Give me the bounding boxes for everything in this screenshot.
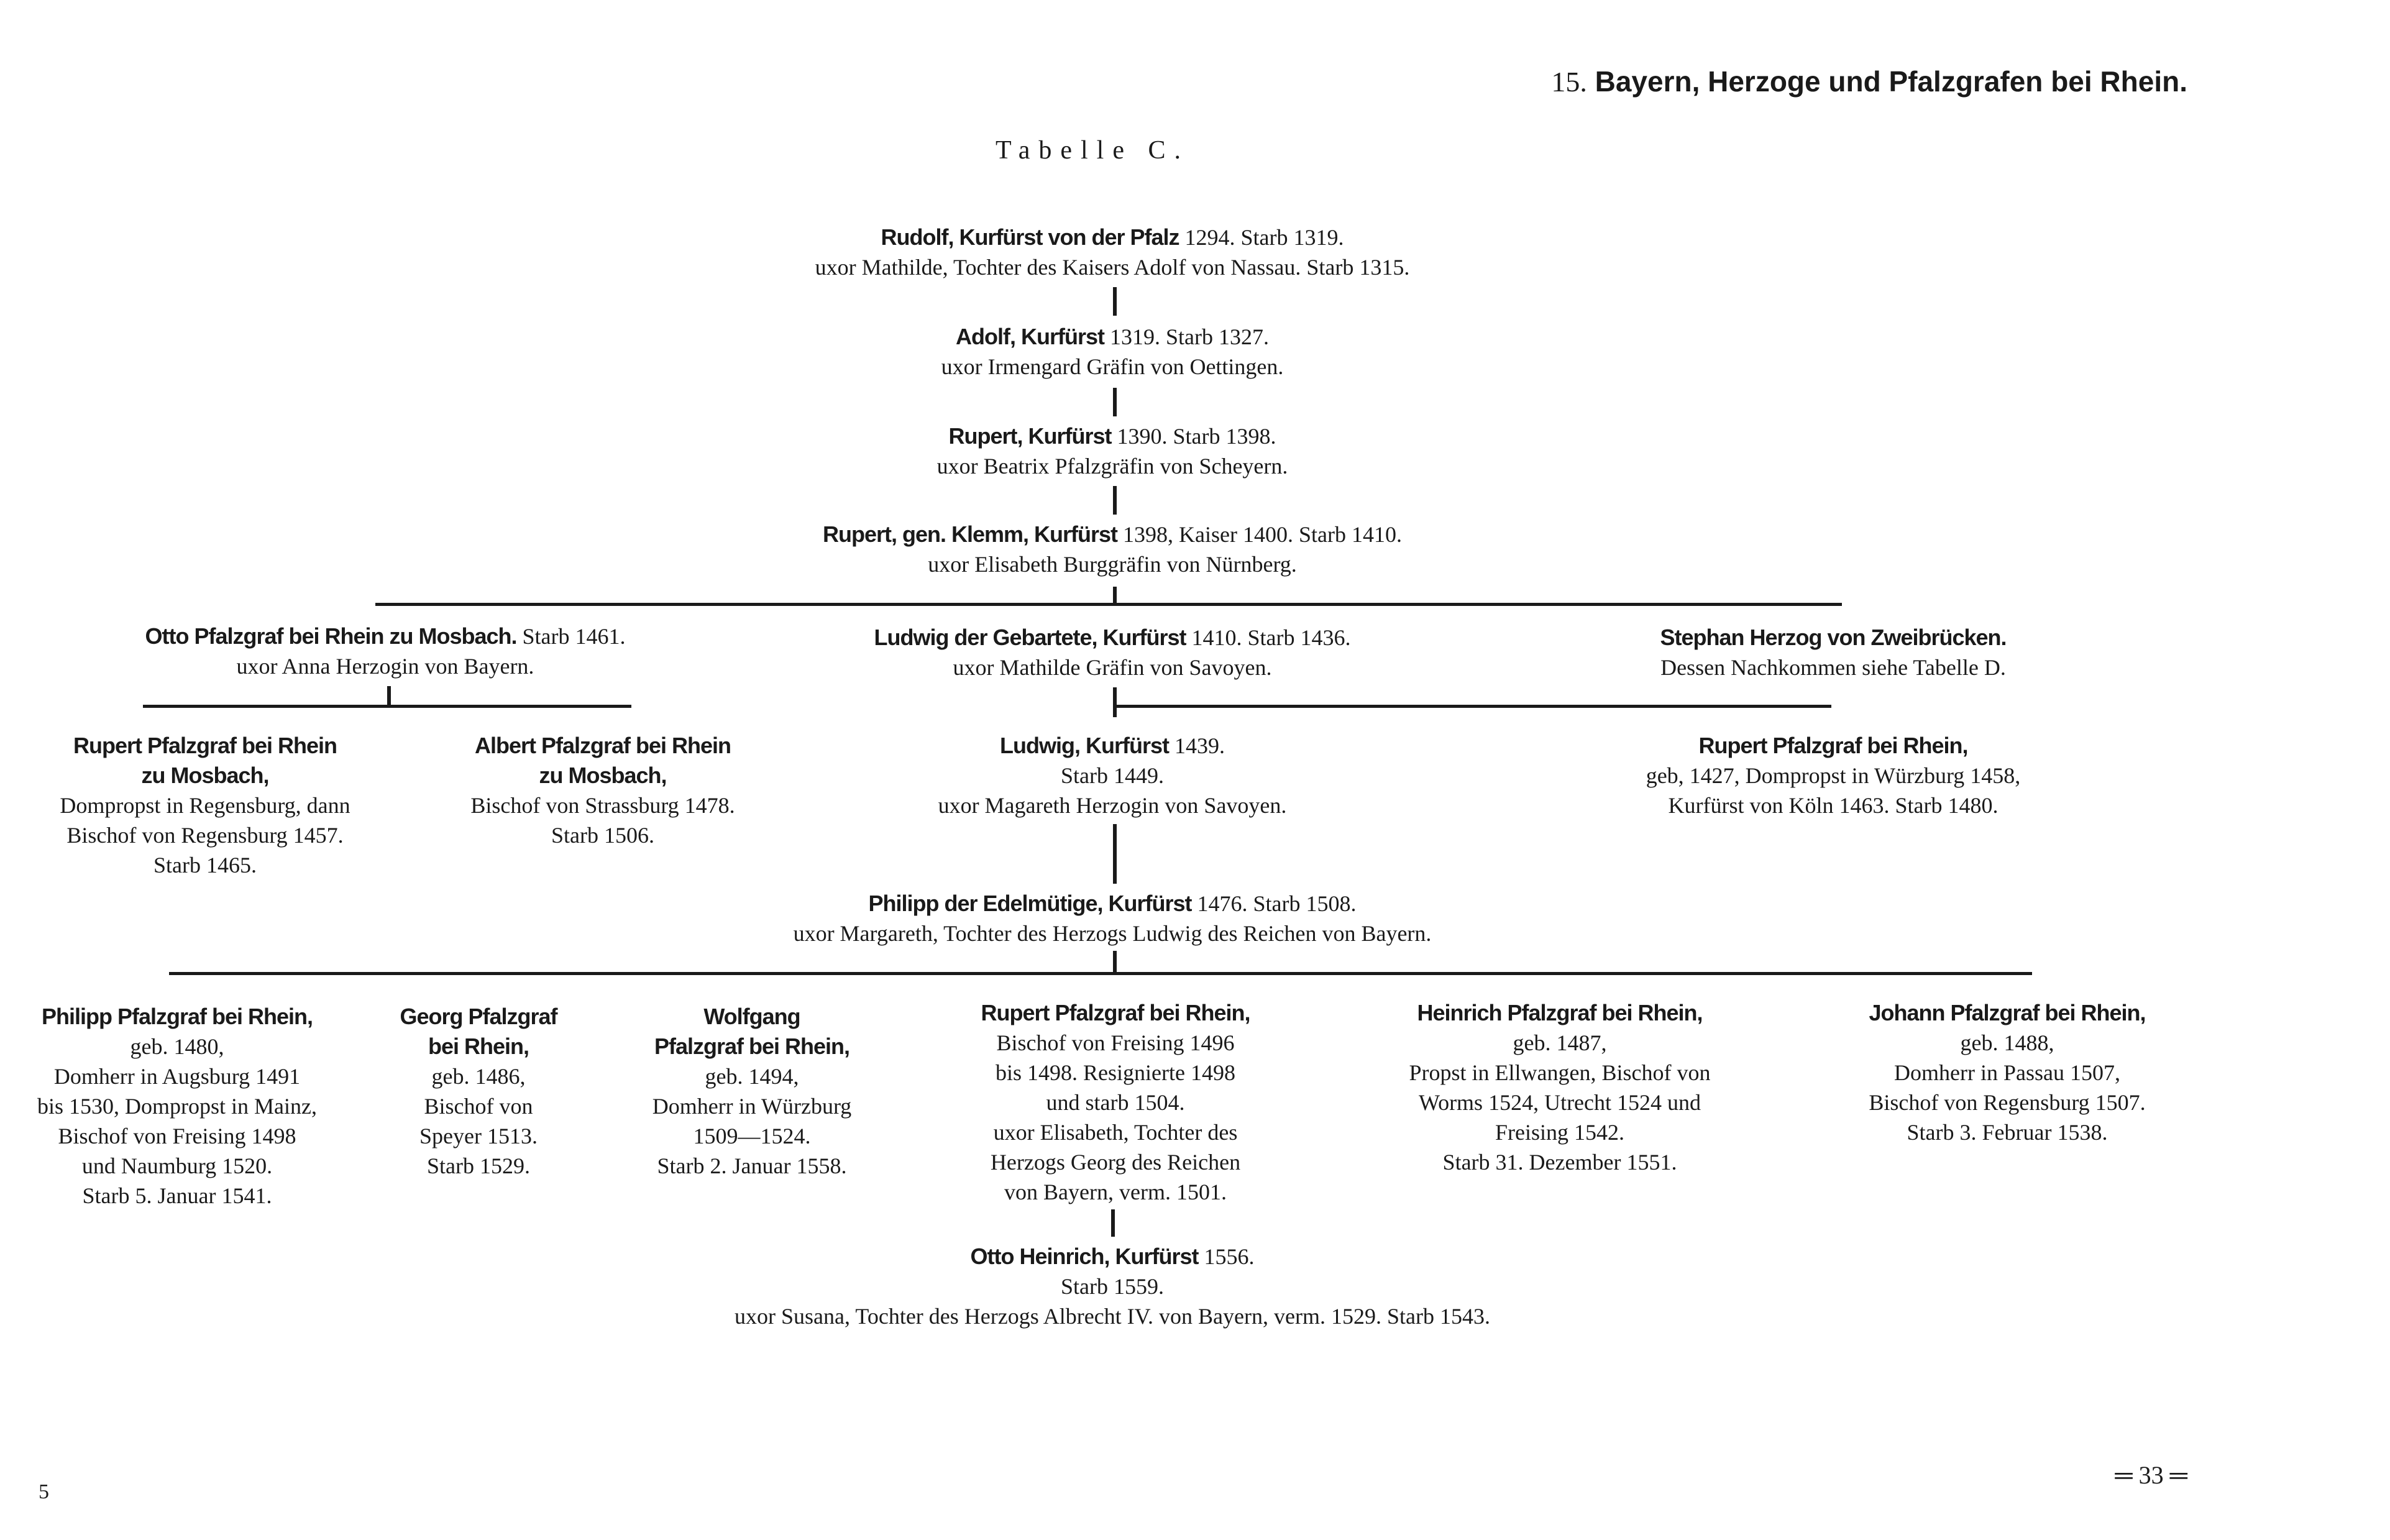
person-philipp-edelmuetige bbox=[621, 889, 1603, 948]
person-heinrich bbox=[1342, 998, 1777, 1177]
person-rudolf bbox=[621, 222, 1603, 282]
person-name-cont: Pfalzgraf bei Rhein, bbox=[654, 1034, 850, 1059]
person-detail: und Naumburg 1520. bbox=[81, 1153, 273, 1178]
person-detail: Domherr in Passau 1507, bbox=[1894, 1060, 2120, 1085]
person-dates: 1556. bbox=[1198, 1244, 1255, 1269]
person-rupert-1390 bbox=[746, 421, 1479, 481]
person-spouse: von Bayern, verm. 1501. bbox=[1004, 1180, 1227, 1204]
person-detail: geb. 1480, bbox=[130, 1034, 224, 1059]
person-spouse: Herzogs Georg des Reichen bbox=[990, 1150, 1241, 1175]
person-rupert-freising bbox=[932, 998, 1299, 1207]
person-detail: geb. 1486, bbox=[431, 1064, 526, 1089]
person-dates: 1476. Starb 1508. bbox=[1191, 891, 1357, 916]
connector-line bbox=[1113, 388, 1117, 416]
person-name: Rudolf, Kurfürst von der Pfalz bbox=[881, 224, 1179, 250]
person-otto-mosbach bbox=[50, 621, 721, 681]
person-name: Stephan Herzog von Zweibrücken. bbox=[1660, 625, 2007, 650]
person-detail: Bischof von Strassburg 1478. bbox=[470, 793, 735, 818]
connector-line bbox=[1113, 687, 1117, 717]
person-ludwig-1439 bbox=[864, 731, 1361, 820]
person-spouse: uxor Magareth Herzogin von Savoyen. bbox=[938, 793, 1287, 818]
person-detail: bis 1498. Resignierte 1498 bbox=[996, 1060, 1235, 1085]
person-name: Heinrich Pfalzgraf bei Rhein, bbox=[1417, 1000, 1703, 1025]
connector-line bbox=[1113, 951, 1117, 974]
person-dates: 1319. Starb 1327. bbox=[1104, 324, 1269, 349]
person-name: Otto Pfalzgraf bei Rhein zu Mosbach. bbox=[145, 623, 517, 649]
person-ludwig-gebartete bbox=[777, 623, 1448, 682]
person-detail: Dompropst in Regensburg, dann bbox=[60, 793, 350, 818]
connector-line bbox=[1113, 287, 1117, 316]
person-detail: 1509—1524. bbox=[693, 1124, 811, 1148]
person-name: Philipp der Edelmütige, Kurfürst bbox=[868, 891, 1192, 916]
chapter-number: 15. bbox=[1551, 66, 1587, 98]
person-johann bbox=[1815, 998, 2200, 1147]
sibling-bar bbox=[1113, 705, 1831, 708]
person-detail: Worms 1524, Utrecht 1524 und bbox=[1418, 1090, 1701, 1115]
person-spouse: uxor Irmengard Gräfin von Oettingen. bbox=[941, 354, 1284, 379]
person-dates: Starb 1461. bbox=[516, 624, 626, 649]
person-spouse: uxor Mathilde Gräfin von Savoyen. bbox=[953, 655, 1272, 680]
person-spouse: uxor Mathilde, Tochter des Kaisers Adolf von Nassau. Starb 1315. bbox=[815, 255, 1410, 280]
person-spouse: uxor Elisabeth Burggräfin von Nürnberg. bbox=[928, 552, 1297, 577]
person-death: Starb 1529. bbox=[427, 1153, 530, 1178]
person-stephan bbox=[1529, 623, 2138, 682]
person-name: Rupert, Kurfürst bbox=[948, 423, 1112, 449]
person-spouse: uxor Anna Herzogin von Bayern. bbox=[236, 654, 534, 679]
connector-line bbox=[387, 686, 391, 706]
person-rupert-klemm bbox=[684, 520, 1541, 579]
signature-mark: 5 bbox=[39, 1480, 49, 1503]
person-detail: Bischof von Regensburg 1457. bbox=[66, 823, 344, 848]
person-detail: und starb 1504. bbox=[1046, 1090, 1185, 1115]
chapter-title: Bayern, Herzoge und Pfalzgrafen bei Rhein. bbox=[1595, 65, 2187, 98]
person-rupert-koeln bbox=[1541, 731, 2125, 820]
person-detail: geb. 1494, bbox=[705, 1064, 799, 1089]
person-death: Starb 1465. bbox=[153, 853, 257, 878]
person-name: Ludwig, Kurfürst bbox=[1000, 733, 1169, 758]
person-name: Ludwig der Gebartete, Kurfürst bbox=[874, 625, 1186, 650]
person-detail: Kurfürst von Köln 1463. Starb 1480. bbox=[1668, 793, 1999, 818]
person-name: Rupert Pfalzgraf bei Rhein, bbox=[981, 1000, 1250, 1025]
connector-line bbox=[1111, 1209, 1115, 1237]
person-name: Rupert, gen. Klemm, Kurfürst bbox=[822, 521, 1118, 547]
person-name: Rupert Pfalzgraf bei Rhein bbox=[73, 733, 337, 758]
person-detail: geb, 1427, Dompropst in Würzburg 1458, bbox=[1646, 763, 2021, 788]
connector-line bbox=[1113, 486, 1117, 515]
person-name: Rupert Pfalzgraf bei Rhein, bbox=[1698, 733, 1968, 758]
person-name: Otto Heinrich, Kurfürst bbox=[970, 1244, 1199, 1269]
table-title: Tabelle C. bbox=[996, 136, 1189, 165]
person-death: Starb 31. Dezember 1551. bbox=[1442, 1150, 1677, 1175]
person-name-cont: zu Mosbach, bbox=[539, 763, 667, 788]
person-detail: Propst in Ellwangen, Bischof von bbox=[1409, 1060, 1711, 1085]
person-name: Johann Pfalzgraf bei Rhein, bbox=[1869, 1000, 2146, 1025]
person-albert-strassburg bbox=[423, 731, 783, 850]
person-spouse: uxor Susana, Tochter des Herzogs Albrecht IV. von Bayern, verm. 1529. Starb 1543. bbox=[735, 1304, 1490, 1329]
person-dates: 1390. Starb 1398. bbox=[1111, 424, 1276, 449]
person-detail: Domherr in Würzburg bbox=[652, 1094, 852, 1119]
person-death: Starb 1506. bbox=[551, 823, 654, 848]
page-number: ═ 33 ═ bbox=[2115, 1461, 2187, 1489]
person-death: Starb 3. Februar 1538. bbox=[1907, 1120, 2108, 1145]
person-death: Starb 1559. bbox=[1061, 1274, 1164, 1299]
person-name: Albert Pfalzgraf bei Rhein bbox=[474, 733, 731, 758]
person-name: Georg Pfalzgraf bbox=[400, 1004, 557, 1029]
person-detail: Bischof von Regensburg 1507. bbox=[1869, 1090, 2146, 1115]
sibling-bar bbox=[143, 705, 631, 708]
person-spouse: uxor Elisabeth, Tochter des bbox=[993, 1120, 1238, 1145]
person-detail: geb. 1488, bbox=[1960, 1030, 2054, 1055]
person-detail: Domherr in Augsburg 1491 bbox=[53, 1064, 301, 1089]
person-adolf bbox=[746, 322, 1479, 382]
person-detail: bis 1530, Dompropst in Mainz, bbox=[37, 1094, 317, 1119]
person-spouse: uxor Margareth, Tochter des Herzogs Ludwig des Reichen von Bayern. bbox=[793, 921, 1432, 946]
sibling-bar bbox=[169, 972, 2032, 975]
person-rupert-regensburg bbox=[12, 731, 398, 880]
person-note: Dessen Nachkommen siehe Tabelle D. bbox=[1660, 655, 2006, 680]
person-death: Starb 5. Januar 1541. bbox=[82, 1183, 272, 1208]
person-name-cont: zu Mosbach, bbox=[141, 763, 269, 788]
person-detail: Bischof von bbox=[424, 1094, 533, 1119]
person-wolfgang bbox=[603, 1002, 901, 1181]
person-name: Philipp Pfalzgraf bei Rhein, bbox=[41, 1004, 313, 1029]
person-name: Wolfgang bbox=[703, 1004, 800, 1029]
person-dates: 1398, Kaiser 1400. Starb 1410. bbox=[1117, 522, 1402, 547]
person-detail: Bischof von Freising 1496 bbox=[996, 1030, 1235, 1055]
person-dates: 1294. Starb 1319. bbox=[1179, 225, 1344, 250]
person-otto-heinrich bbox=[559, 1242, 1665, 1331]
connector-line bbox=[1113, 824, 1117, 884]
person-georg-speyer bbox=[373, 1002, 584, 1181]
person-name: Adolf, Kurfürst bbox=[956, 324, 1104, 349]
person-philipp-freising bbox=[0, 1002, 354, 1211]
person-detail: geb. 1487, bbox=[1513, 1030, 1607, 1055]
person-dates: 1410. Starb 1436. bbox=[1186, 625, 1351, 650]
person-detail: Bischof von Freising 1498 bbox=[58, 1124, 296, 1148]
person-dates: 1439. bbox=[1168, 733, 1225, 758]
person-name-cont: bei Rhein, bbox=[428, 1034, 529, 1059]
person-death: Starb 2. Januar 1558. bbox=[657, 1153, 847, 1178]
person-spouse: uxor Beatrix Pfalzgräfin von Scheyern. bbox=[936, 454, 1288, 479]
sibling-bar bbox=[375, 603, 1842, 606]
person-detail: Speyer 1513. bbox=[419, 1124, 538, 1148]
page-header bbox=[1551, 65, 2187, 98]
person-detail: Freising 1542. bbox=[1495, 1120, 1624, 1145]
person-death: Starb 1449. bbox=[1061, 763, 1164, 788]
